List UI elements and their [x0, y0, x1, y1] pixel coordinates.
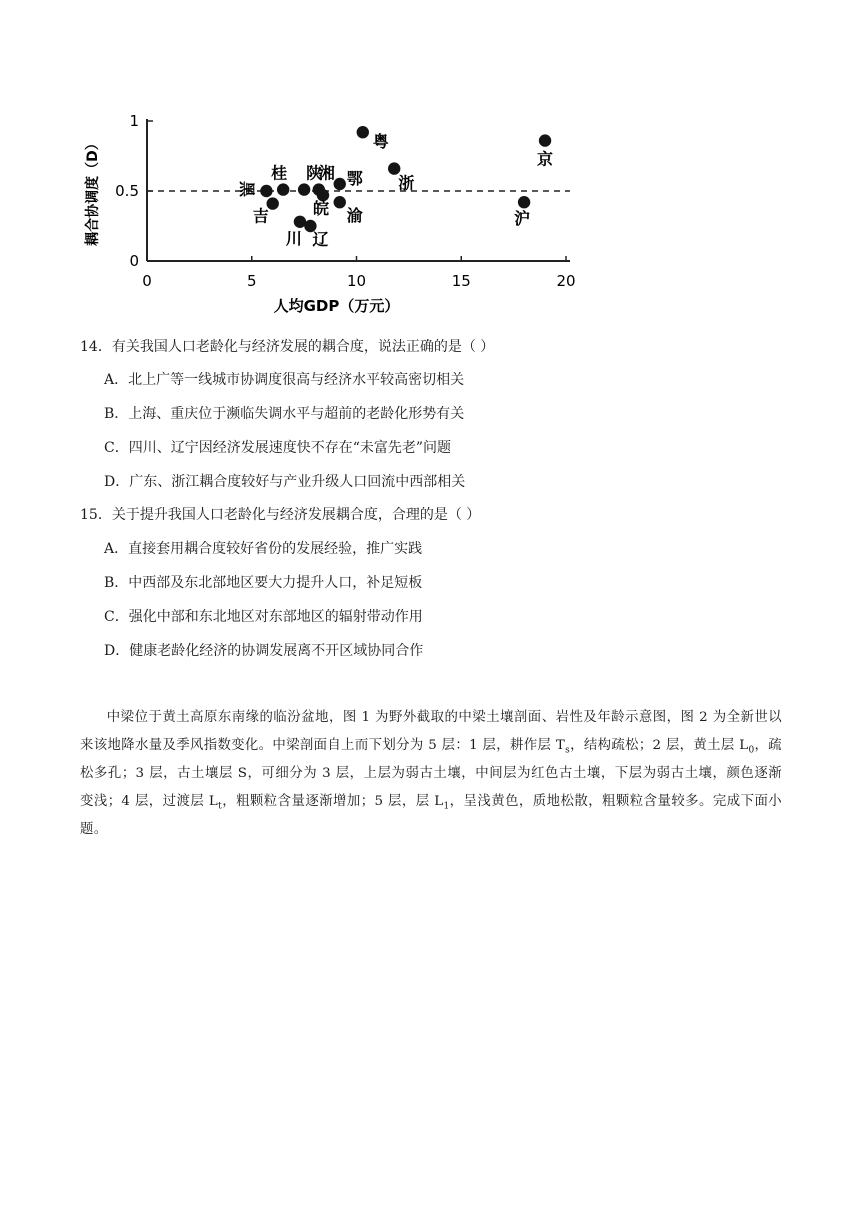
question-15-stem: 15．关于提升我国人口老龄化与经济发展耦合度，合理的是（ ） [80, 507, 481, 523]
point-label-鄂: 鄂 [346, 169, 363, 188]
question-15-option-d: D．健康老龄化经济的协调发展离不开区域协同合作 [104, 643, 424, 659]
question-14-option-d: D．广东、浙江耦合度较好与产业升级人口回流中西部相关 [104, 474, 466, 490]
data-point-粤 [357, 126, 369, 138]
data-point-桂 [277, 183, 289, 195]
x-axis-label: 人均GDP（万元） [273, 297, 400, 315]
chart-canvas [70, 108, 590, 322]
data-point-京 [539, 134, 551, 146]
question-14-option-a: A．北上广等一线城市协调度很高与经济水平较高密切相关 [104, 372, 465, 388]
point-label-吉: 吉 [252, 206, 269, 226]
scatter-chart [70, 108, 590, 322]
point-label-陕: 陕 [306, 163, 323, 183]
y-tick-label: 0 [129, 252, 139, 270]
point-label-浙: 浙 [398, 173, 415, 193]
point-label-京: 京 [537, 149, 554, 169]
point-label-川: 川 [285, 228, 302, 248]
point-label-渝: 渝 [346, 206, 363, 226]
point-label-湘: 湘 [318, 163, 335, 183]
x-tick-label: 15 [451, 272, 471, 290]
reading-passage: 中梁位于黄土高原东南缘的临汾盆地，图 1 为野外截取的中梁土壤剖面、岩性及年龄示意图，图 2 为全新世以来该地降水量及季风指数变化。中梁剖面自上而下划分为 5 层：1 层，耕作层 $T_s$，结构疏松；2 层，黄土层 $L_0$，疏松多孔；3 层，古土壤层 S，可细分为 3 层，上层为弱古土壤，中间层为红色古土壤，下层为弱古土壤，颜色逐渐变浅；4 层，过渡层 $L_t$，粗颗粒含量逐渐增加；5 层，层 $L_1$，呈浅黄色，质地松散，粗颗粒含量较多。完成下面小题。 [80, 710, 782, 837]
data-point-黑 [260, 185, 272, 197]
x-tick-label: 5 [246, 272, 257, 290]
point-label-桂: 桂 [271, 163, 288, 183]
x-tick-label: 10 [346, 272, 367, 290]
point-label-沪: 沪 [514, 209, 531, 229]
data-point-沪 [518, 196, 530, 208]
data-point-渝 [334, 196, 346, 208]
point-label-粤: 粤 [372, 132, 389, 152]
y-axis-label: 耦合协调度（D） [85, 136, 101, 246]
point-label-皖: 皖 [312, 199, 329, 219]
question-14-option-b: B．上海、重庆位于濒临失调水平与超前的老龄化形势有关 [104, 406, 465, 422]
y-tick-label: 0.5 [115, 182, 139, 200]
data-point-陕 [298, 183, 310, 195]
y-tick-label: 1 [129, 112, 139, 130]
question-15-option-c: C．强化中部和东北地区对东部地区的辐射带动作用 [104, 609, 423, 625]
x-tick-label: 20 [556, 272, 576, 290]
x-tick-label: 0 [142, 272, 152, 290]
question-15-option-b: B．中西部及东北部地区要大力提升人口，补足短板 [104, 575, 423, 591]
data-point-鄂 [334, 178, 346, 190]
question-15-option-a: A．直接套用耦合度较好省份的发展经验，推广实践 [104, 541, 423, 557]
point-label-黑: 黑 [237, 181, 257, 198]
point-label-辽: 辽 [312, 230, 329, 249]
question-14-stem: 14．有关我国人口老龄化与经济发展的耦合度，说法正确的是（ ） [80, 339, 495, 355]
question-14-option-c: C．四川、辽宁因经济发展速度快不存在“未富先老”问题 [104, 440, 452, 456]
